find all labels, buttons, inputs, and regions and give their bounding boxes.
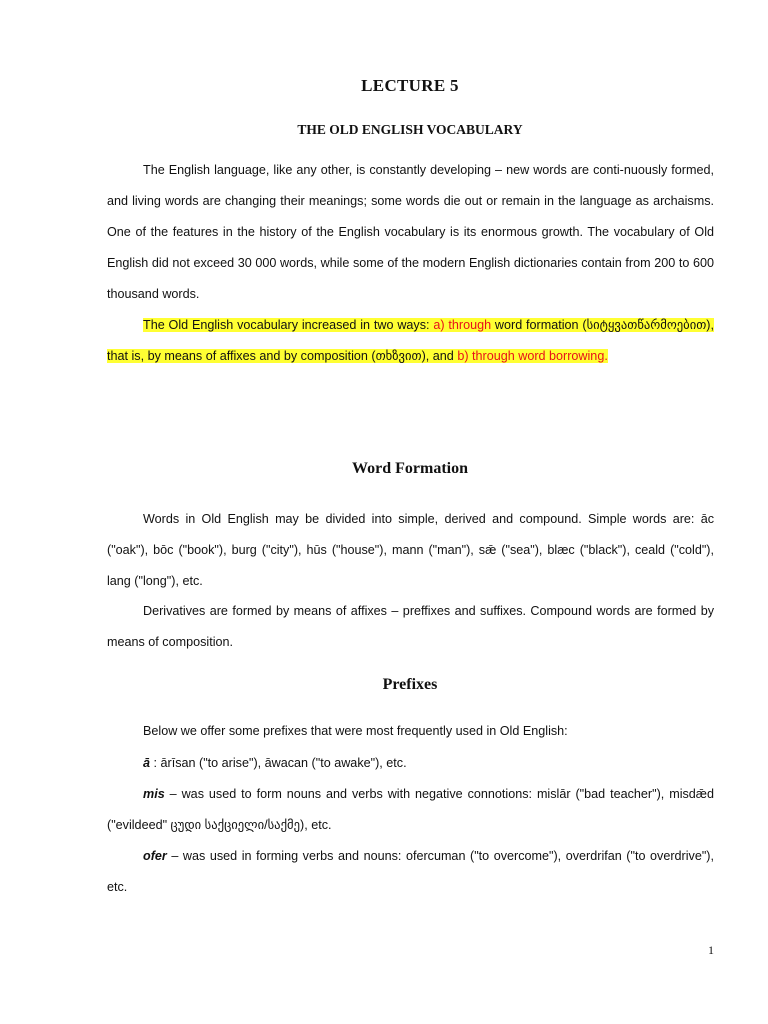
section-heading-word-formation: Word Formation xyxy=(352,460,468,477)
highlight-text: The Old English vocabulary increased in two ways: xyxy=(143,318,434,332)
prefix-item xyxy=(107,748,714,779)
prefix-description: – was used in forming verbs and nouns: ofercuman ("to overcome"), overdrifan ("to overdrive"), etc. xyxy=(107,849,714,894)
prefix-term: ā xyxy=(143,756,151,770)
prefix-description: : ārīsan ("to arise"), āwacan ("to awake"), etc. xyxy=(150,756,407,770)
page-subtitle: THE OLD ENGLISH VOCABULARY xyxy=(297,122,523,137)
section-heading-prefixes: Prefixes xyxy=(382,676,438,693)
word-formation-paragraph-1: Words in Old English may be divided into simple, derived and compound. Simple words are: āc ("oak"), bōc ("book"), burg ("city"), hūs ("house"), mann ("man"), sǣ ("sea"), blæc ("black"), ceald ("cold"), lang ("long"), etc. xyxy=(107,512,714,588)
intro-paragraph-2 xyxy=(107,310,714,372)
highlight-red-text: a) through xyxy=(433,318,492,332)
intro-paragraph-1: The English language, like any other, is constantly developing – new words are conti-nuously formed, and living words are changing their meanings; some words die out or remain in the language as archaisms. One of the features in the history of the English vocabulary is its enormous growth. The vocabulary of Old English did not exceed 30 000 words, while some of the modern English dictionaries contain from 200 to 600 thousand words. xyxy=(107,163,714,301)
prefix-item xyxy=(107,841,714,903)
word-formation-paragraph-2: Derivatives are formed by means of affixes – preffixes and suffixes. Compound words are formed by means of composition. xyxy=(107,604,714,649)
highlight-red-text: b) through word borrowing. xyxy=(457,349,608,363)
prefix-term: mis xyxy=(143,787,165,801)
prefix-term: ofer xyxy=(143,849,167,863)
prefix-description: – was used to form nouns and verbs with negative connotions: mislār ("bad teacher"), misdǣd ("evildeed" ცუდი საქციელი/საქმე), etc. xyxy=(107,787,714,832)
page-number: 1 xyxy=(708,943,714,957)
highlight-text: word formation (სიტყვათწარმოებით), that is, by means of affixes and by composition (თხზვით), and xyxy=(107,318,714,363)
prefixes-intro: Below we offer some prefixes that were most frequently used in Old English: xyxy=(143,724,568,738)
lecture-title: LECTURE 5 xyxy=(361,76,459,95)
prefix-item xyxy=(107,779,714,841)
